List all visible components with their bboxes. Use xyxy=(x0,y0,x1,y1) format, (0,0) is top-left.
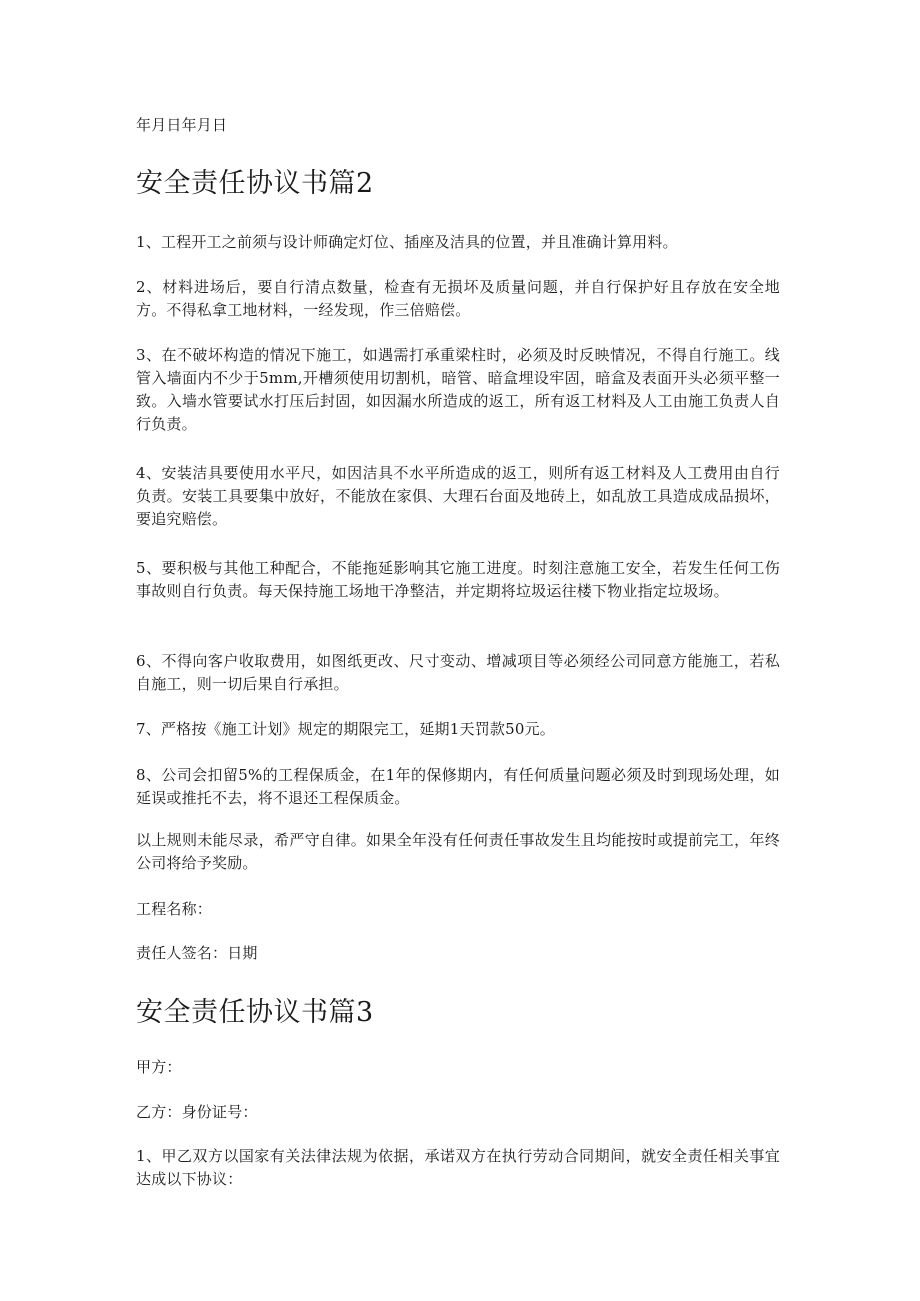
section-2-item-2: 2、材料进场后，要自行清点数量，检查有无损坏及质量问题，并自行保护好且存放在安全地方。不得私拿工地材料，一经发现，作三倍赔偿。 xyxy=(136,278,780,319)
section-3-item-1: 1、甲乙双方以国家有关法律法规为依据，承诺双方在执行劳动合同期间，就安全责任相关事宜达成以下协议： xyxy=(136,1147,780,1188)
project-name-label: 工程名称： xyxy=(136,900,213,918)
section-2-item-7: 7、严格按《施工计划》规定的期限完工，延期1天罚款50元。 xyxy=(136,720,555,738)
section-2-title: 安全责任协议书篇2 xyxy=(136,168,374,199)
section-2-closing: 以上规则未能尽录，希严守自律。如果全年没有任何责任事故发生且均能按时或提前完工，年终公司将给予奖励。 xyxy=(136,831,780,872)
section-2-item-4: 4、安装洁具要使用水平尺，如因洁具不水平所造成的返工，则所有返工材料及人工费用由自行负责。安装工具要集中放好，不能放在家俱、大理石台面及地砖上，如乱放工具造成成品损坏，要追究赔偿。 xyxy=(136,464,780,528)
section-3-title: 安全责任协议书篇3 xyxy=(136,997,374,1028)
section-2-item-1: 1、工程开工之前须与设计师确定灯位、插座及洁具的位置，并且准确计算用料。 xyxy=(136,233,678,251)
section-2-item-8: 8、公司会扣留5%的工程保质金，在1年的保修期内，有任何质量问题必须及时到现场处理，如延误或推托不去，将不退还工程保质金。 xyxy=(136,766,780,807)
date-line: 年月日年月日 xyxy=(136,116,228,134)
section-2-item-3: 3、在不破坏构造的情况下施工，如遇需打承重梁柱时，必须及时反映情况，不得自行施工。线管入墙面内不少于5mm,开槽须使用切割机，暗管、暗盒埋设牢固，暗盒及表面开头必须平整一致。入墙水管要试水打压后封固，如因漏水所造成的返工，所有返工材料及人工由施工负责人自行负责。 xyxy=(136,346,780,433)
section-2-item-5: 5、要积极与其他工种配合，不能拖延影响其它施工进度。时刻注意施工安全，若发生任何工伤事故则自行负责。每天保持施工场地干净整洁，并定期将垃圾运往楼下物业指定垃圾场。 xyxy=(136,559,780,600)
party-a-label: 甲方： xyxy=(136,1058,182,1076)
party-b-label: 乙方：身份证号： xyxy=(136,1103,258,1121)
section-2-item-6: 6、不得向客户收取费用，如图纸更改、尺寸变动、增减项目等必须经公司同意方能施工，若私自施工，则一切后果自行承担。 xyxy=(136,652,780,693)
signature-date-label: 责任人签名：日期 xyxy=(136,944,258,962)
